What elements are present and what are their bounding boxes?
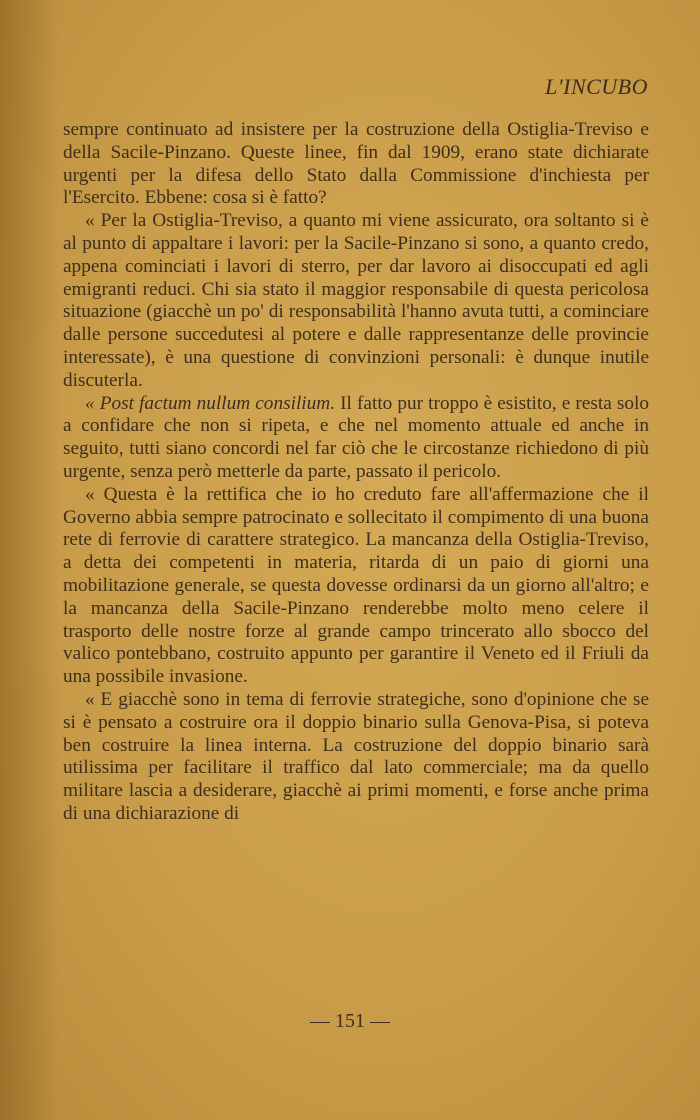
paragraph-5: « E giacchè sono in tema di ferrovie strategiche, sono d'opinione che se si è pensato a costruire ora il doppio binario sulla Genova-Pisa, si poteva ben costruire la linea interna. La costruzione del doppio binario sarà utilissima per facilitare il traffico dal lato commerciale; ma da quello militare lascia a desiderare, giacchè ai primi momenti, e forse anche prima di una dichiarazione di <box>63 688 649 824</box>
paragraph-3-text: Il fatto pur troppo è esistito, e resta solo a confidare che non si ripeta, e che nel momento attuale ed anche in seguito, tutti siano concordi nel far ciò che le circostanze richiedono di più urgente, senza però metterle da parte, passato il pericolo. <box>63 392 649 482</box>
paragraph-2: « Per la Ostiglia-Treviso, a quanto mi viene assicurato, ora soltanto si è al punto di appaltare i lavori: per la Sacile-Pinzano si sono, a quanto credo, appena cominciati i lavori di sterro, per dar lavoro ai disoccupati ed agli emigranti reduci. Chi sia stato il maggior responsabile di questa pericolosa situazione (giacchè un po' di responsabilità l'hanno avuta tutti, a cominciare dalle persone succedutesi al potere e dalle rappresentanze delle provincie interessate), è una questione di convinzioni personali: è dunque inutile discuterla. <box>63 210 649 391</box>
paragraph-3 <box>63 393 649 484</box>
paragraph-4: « Questa è la rettifica che io ho creduto fare all'affermazione che il Governo abbia sempre patrocinato e sollecitato il compimento di una buona rete di ferrovie di carattere strategico. La mancanza della Ostiglia-Treviso, a detta dei competenti in materia, ritarda di un paio di giorni una mobilitazione generale, se questa dovesse ordinarsi da un giorno all'altro; e la mancanza della Sacile-Pinzano renderebbe molto meno celere il trasporto delle nostre forze al grande campo trincerato allo sbocco del valico pontebbano, costruito appunto per garantire il Veneto ed il Friuli da una possibile invasione. <box>63 483 649 688</box>
page-body <box>63 119 649 826</box>
latin-phrase: « Post factum nullum consilium. <box>85 392 336 414</box>
page-edge-shadow <box>0 0 60 1120</box>
running-header: L'INCUBO <box>545 74 648 99</box>
page-number: — 151 — <box>310 1010 390 1032</box>
paragraph-1: sempre continuato ad insistere per la costruzione della Ostiglia-Treviso e della Sacile-Pinzano. Queste linee, fin dal 1909, erano state dichiarate urgenti per la difesa dello Stato dalla Commissione d'inchiesta per l'Esercito. Ebbene: cosa si è fatto? <box>63 119 649 209</box>
